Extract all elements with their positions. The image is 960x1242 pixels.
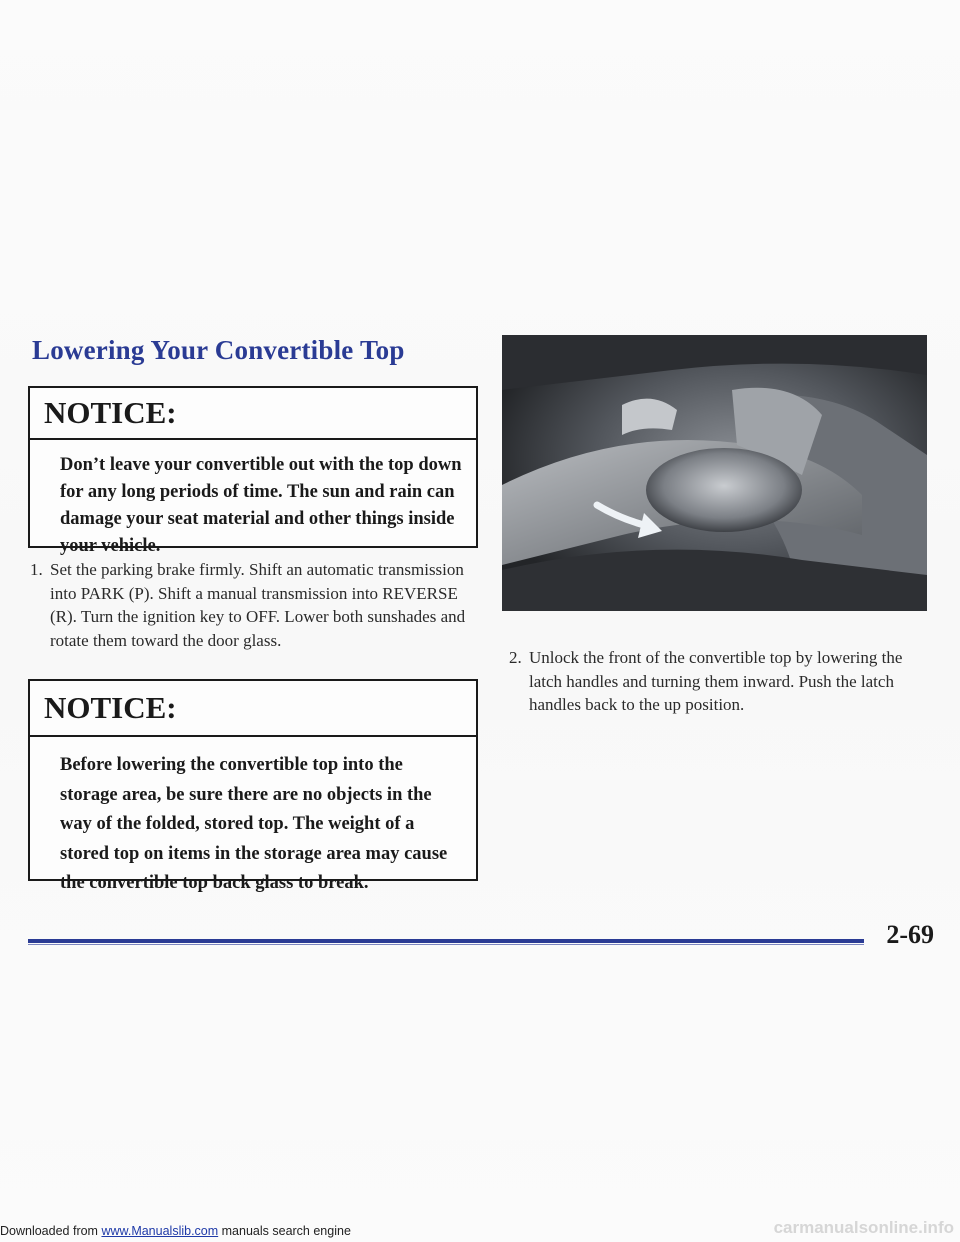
notice-box-sun-rain [28, 386, 478, 556]
step-2 [509, 646, 929, 717]
notice-body: Don’t leave your convertible out with the top down for any long periods of time. The sun and rain can damage your seat material and other things inside your vehicle. [60, 455, 462, 556]
download-footer [0, 1224, 351, 1238]
step-1 [30, 558, 470, 652]
footer-rule [28, 939, 864, 943]
latch-recess [646, 448, 802, 532]
latch-handle-illustration [502, 335, 927, 611]
latch-handle-photo [502, 335, 927, 611]
notice-heading: NOTICE: [30, 681, 476, 737]
manualslib-link[interactable]: www.Manualslib.com [101, 1224, 219, 1238]
footer-suffix: manuals search engine [218, 1224, 351, 1238]
section-title: Lowering Your Convertible Top [32, 335, 405, 365]
footer-prefix: Downloaded from [0, 1224, 102, 1238]
notice-heading: NOTICE: [30, 388, 476, 440]
step-number: 1. [30, 560, 43, 579]
notice-box-storage [28, 679, 478, 893]
page-number: 2-69 [886, 920, 934, 949]
step-text: Unlock the front of the convertible top by lowering the latch handles and turning them inward. Push the latch handles back to the up position. [529, 648, 903, 714]
step-text: Set the parking brake firmly. Shift an automatic transmission into PARK (P). Shift a manual transmission into REVERSE (R). Turn the ignition key to OFF. Lower both sunshades and rotate them toward the door glass. [50, 560, 466, 650]
step-number: 2. [509, 648, 522, 667]
notice-body: Before lowering the convertible top into the storage area, be sure there are no objects in the way of the folded, stored top. The weight of a stored top on items in the storage area may cause the convertible top back glass to break. [60, 755, 448, 893]
watermark-text: carmanualsonline.info [773, 1218, 954, 1237]
footer-rule-thin [28, 944, 864, 945]
